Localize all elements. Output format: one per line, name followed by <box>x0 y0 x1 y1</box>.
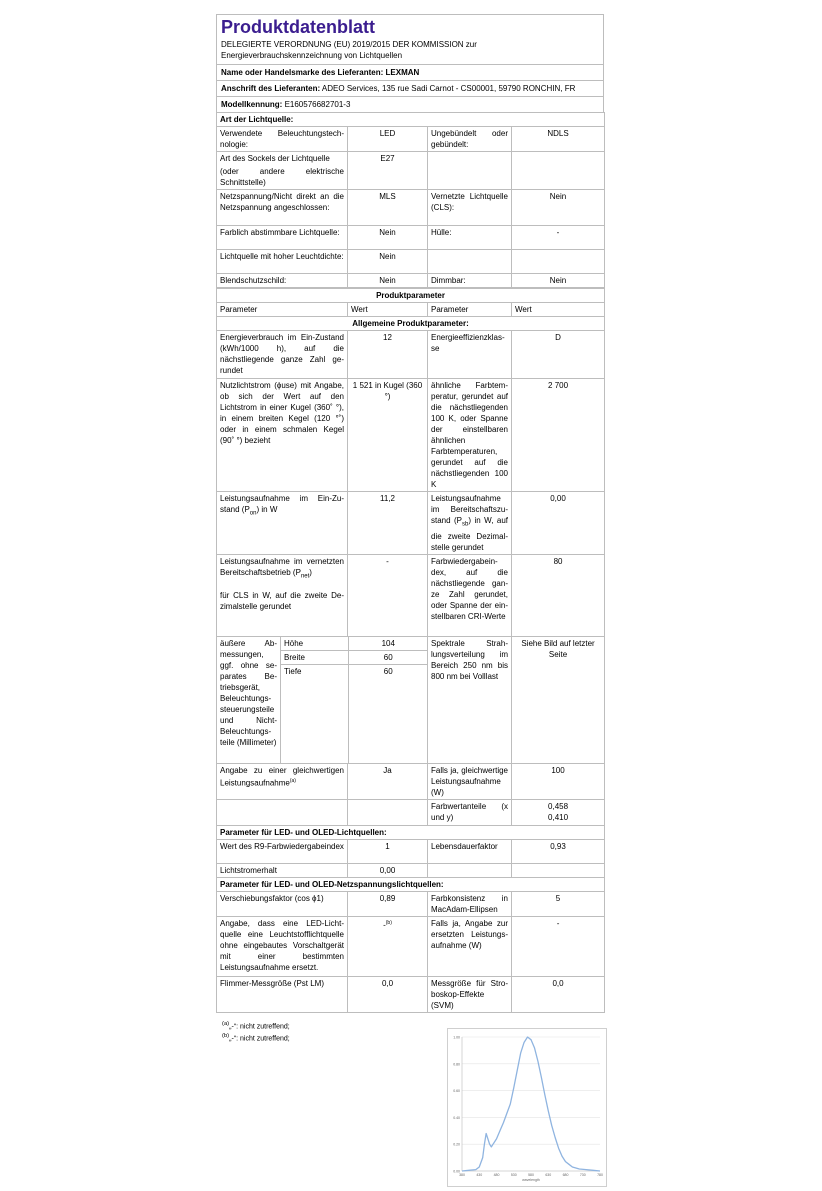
empty-cell <box>217 799 348 825</box>
pnet-label-c: für CLS in W, auf die zweite Dezimalstelle gerundet <box>220 591 344 612</box>
empty-cell <box>348 799 428 825</box>
regulation-text: DELEGIERTE VERORDNUNG (EU) 2019/2015 DER KOMMISSION zur Energieverbrauchskennzeichnung von Lichtquellen <box>221 40 477 60</box>
cct-value: 2 700 <box>512 379 605 492</box>
lumen-maintenance-value: 0,00 <box>348 863 428 877</box>
cls-label: Vernetzte Lichtquelle (CLS): <box>428 190 512 226</box>
eec-label: Energieeffizienzklasse <box>428 331 512 379</box>
col-header-parameter: Parameter <box>217 303 348 317</box>
footnote-a <box>222 1021 290 1030</box>
empty-cell <box>512 250 605 274</box>
brand-value: LEXMAN <box>385 68 420 77</box>
tunable-value: Nein <box>348 226 428 250</box>
footnote-a-text: „-“: nicht zutreffend; <box>229 1023 290 1031</box>
replace-value-text: - <box>383 920 386 930</box>
equiv-power-label: Falls ja, gleichwertige Leistungsaufnahme (W) <box>428 763 512 799</box>
pon-label-b: ) in W <box>256 505 278 514</box>
product-parameters-table <box>216 288 605 1013</box>
light-source-type-table <box>216 112 605 288</box>
dimmable-value: Nein <box>512 274 605 288</box>
x-tick-label: 630 <box>545 1173 552 1177</box>
cri-value: 80 <box>512 554 605 636</box>
pon-value: 11,2 <box>348 492 428 555</box>
survival-label: Lebensdauerfaktor <box>428 839 512 863</box>
replace-sup: (b) <box>385 919 392 926</box>
spd-label: Spektrale Strahlungsverteilung im Bereich 250 nm bis 800 nm bei Volllast <box>428 636 512 763</box>
empty-cell <box>428 250 512 274</box>
pnet-sub: net <box>300 573 310 580</box>
x-tick-label: 380 <box>459 1173 465 1177</box>
x-tick-label: 780 <box>597 1173 603 1177</box>
pon-sub: on <box>249 510 257 517</box>
svm-value: 0,0 <box>512 976 605 1012</box>
y-tick-label: 0.40 <box>453 1115 460 1120</box>
replace-label: Angabe, dass eine LED-Lichtquelle eine Leuchtstofflichtquelle ohne eingebautes Vorschaltgerät mit einer bestimmten Leistungsaufnahme ersetzt. <box>217 916 348 976</box>
bundled-label: Ungebündelt oder gebündelt: <box>428 127 512 152</box>
psb-label-b: ) in W, auf die zweite Dezimalstelle gerundet <box>431 516 509 552</box>
model-value: E160576682701-3 <box>284 100 351 109</box>
flux-value: 1 521 in Kugel (360 °) <box>348 379 428 492</box>
product-data-sheet <box>216 14 604 1013</box>
y-tick-label: 0.20 <box>453 1142 460 1147</box>
chromaticity-label: Farbwertanteile (x und y) <box>428 799 512 825</box>
spectral-distribution-chart <box>447 1028 607 1187</box>
lumen-maintenance-label: Lichtstromerhalt <box>217 863 348 877</box>
psb-sub: sb <box>462 521 469 528</box>
cap-label: Art des Sockels der Lichtquelle <box>220 154 330 163</box>
footnote-b <box>222 1033 290 1042</box>
y-tick-label: 1.00 <box>453 1035 460 1040</box>
width-label: Breite <box>281 650 348 664</box>
empty-cell <box>428 152 512 190</box>
equiv-label <box>217 763 348 799</box>
bundled-value: NDLS <box>512 127 605 152</box>
supplier-address-row <box>217 80 603 96</box>
x-tick-label: 480 <box>493 1173 500 1177</box>
equiv-value: Ja <box>348 763 428 799</box>
eec-value: D <box>512 331 605 379</box>
anti-glare-value: Nein <box>348 274 428 288</box>
tunable-label: Farblich abstimmbare Lichtquelle: <box>217 226 348 250</box>
replace-power-label: Falls ja, Angabe zur ersetzten Leistungsaufnahme (W) <box>428 916 512 976</box>
x-tick-label: 430 <box>476 1173 483 1177</box>
col-header-value: Wert <box>348 303 428 317</box>
footnote-b-text: „-“: nicht zutreffend; <box>229 1035 290 1043</box>
svm-label: Messgröße für Stroboskop-Effekte (SVM) <box>428 976 512 1012</box>
led-params-heading: Parameter für LED- und OLED-Lichtquellen: <box>217 825 605 839</box>
empty-cell <box>512 863 605 877</box>
model-label: Modellkennung: <box>221 100 283 109</box>
params-heading: Produktparameter <box>217 289 605 303</box>
pnet-label-a: Leistungsaufnahme im vernetzten Bereitschaftsbetrieb (P <box>220 556 344 577</box>
sheet-header <box>216 14 604 112</box>
replace-power-value: - <box>512 916 605 976</box>
macadam-label: Farbkonsistenz in MacAdam-Ellipsen <box>428 891 512 916</box>
flux-label: Nutzlichtstrom (ϕuse) mit Angabe, ob sich der Wert auf den Lichtstrom in einer Kugel (360˚ °), in einem breiten Kegel (120 °˚) oder in einem schmalen Kegel (90˚ °) bezieht <box>217 379 348 492</box>
cap-label-cell <box>217 152 348 190</box>
empty-cell <box>428 863 512 877</box>
replace-value <box>348 916 428 976</box>
cls-value: Nein <box>512 190 605 226</box>
equiv-label-text: Angabe zu einer gleichwertigen Leistungsaufnahme <box>220 765 344 788</box>
flicker-value: 0,0 <box>348 976 428 1012</box>
height-value: 104 <box>348 637 428 651</box>
high-luminance-value: Nein <box>348 250 428 274</box>
r9-value: 1 <box>348 839 428 863</box>
general-params-heading: Allgemeine Produktparameter: <box>217 317 605 331</box>
x-tick-label: 730 <box>579 1173 586 1177</box>
x-tick-label: 580 <box>528 1173 534 1177</box>
pnet-value: - <box>348 554 428 636</box>
psb-label <box>428 492 512 555</box>
col-header-parameter: Parameter <box>428 303 512 317</box>
equiv-power-value: 100 <box>512 763 605 799</box>
technology-label: Verwendete Beleuchtungstechnologie: <box>217 127 348 152</box>
cosphi-value: 0,89 <box>348 891 428 916</box>
survival-value: 0,93 <box>512 839 605 863</box>
technology-value: LED <box>348 127 428 152</box>
footnote-a-mark: (a) <box>222 1021 230 1027</box>
height-label: Höhe <box>281 637 348 651</box>
depth-value: 60 <box>348 664 428 763</box>
address-label: Anschrift des Lieferanten: <box>221 84 321 93</box>
psb-value: 0,00 <box>512 492 605 555</box>
mains-value: MLS <box>348 190 428 226</box>
spectrum-series-line <box>462 1037 600 1171</box>
dimensions-label: äußere Abmessungen, ggf. ohne separates Betriebsgerät, Beleuchtungssteuerungsteile und Nicht-Beleuchtungsteile (Millimeter) <box>217 636 281 763</box>
cosphi-label: Verschiebungsfaktor (cos ϕ1) <box>217 891 348 916</box>
chromaticity-x: 0,458 <box>548 801 569 811</box>
spectrum-svg <box>448 1029 606 1186</box>
empty-cell <box>512 152 605 190</box>
mains-params-heading: Parameter für LED- und OLED-Netzspannungslichtquellen: <box>217 877 605 891</box>
col-header-value: Wert <box>512 303 605 317</box>
x-tick-label: 530 <box>510 1173 517 1177</box>
cap-value: E27 <box>348 152 428 190</box>
type-heading: Art der Lichtquelle: <box>217 113 605 127</box>
address-value: ADEO Services, 135 rue Sadi Carnot - CS00001, 59790 RONCHIN, FR <box>321 84 576 93</box>
dimmable-label: Dimmbar: <box>428 274 512 288</box>
pnet-label-b: ) <box>309 567 312 577</box>
anti-glare-label: Blendschutzschild: <box>217 274 348 288</box>
equiv-sup: (a) <box>289 777 296 784</box>
envelope-value: - <box>512 226 605 250</box>
footnote-b-mark: (b) <box>222 1033 230 1039</box>
y-tick-label: 0.60 <box>453 1089 460 1094</box>
y-tick-label: 0.80 <box>453 1062 460 1067</box>
pon-label <box>217 492 348 555</box>
envelope-label: Hülle: <box>428 226 512 250</box>
depth-label: Tiefe <box>281 664 348 763</box>
model-row <box>217 96 603 112</box>
r9-label: Wert des R9-Farbwiedergabeindex <box>217 839 348 863</box>
energy-value: 12 <box>348 331 428 379</box>
cri-label: Farbwiedergabeindex, auf die nächstliegende ganze Zahl gerundet, oder Spanne der einstellbaren CRI-Werte <box>428 554 512 636</box>
page-title: Produktdatenblatt <box>221 17 376 37</box>
pon-label-a: Leistungsaufnahme im Ein-Zustand (P <box>220 494 344 514</box>
dimensions-subtable <box>281 637 428 763</box>
psb-label-a: Leistungsaufnahme im Bereitschaftszustand (P <box>431 494 508 525</box>
energy-label: Energieverbrauch im Ein-Zustand (kWh/1000 h), auf die nächstliegende ganze Zahl gerundet <box>217 331 348 379</box>
pnet-label <box>217 554 348 636</box>
chromaticity-value <box>512 799 605 825</box>
chromaticity-y: 0,410 <box>548 812 569 822</box>
high-luminance-label: Lichtquelle mit hoher Leuchtdichte: <box>217 250 348 274</box>
macadam-value: 5 <box>512 891 605 916</box>
brand-label: Name oder Handelsmarke des Lieferanten: <box>221 68 384 77</box>
flicker-label: Flimmer-Messgröße (Pst LM) <box>217 976 348 1012</box>
x-tick-label: 680 <box>562 1173 569 1177</box>
mains-label: Netzspannung/Nicht direkt an die Netzspannung angeschlossen: <box>217 190 348 226</box>
width-value: 60 <box>348 650 428 664</box>
cap-label-note: (oder andere elektrische Schnittstelle) <box>220 167 344 187</box>
y-tick-label: 0.00 <box>453 1169 460 1174</box>
supplier-brand-row <box>217 64 603 80</box>
dimensions-cell <box>281 636 428 763</box>
x-axis-label: wavelength <box>522 1178 540 1182</box>
spd-value: Siehe Bild auf letzter Seite <box>512 636 605 763</box>
cct-label: ähnliche Farbtemperatur, gerundet auf die nächstliegenden 100 K, oder Spanne der einstellbaren ähnlichen Farbtemperaturen, gerundet auf die nächstliegenden 100 K <box>428 379 512 492</box>
